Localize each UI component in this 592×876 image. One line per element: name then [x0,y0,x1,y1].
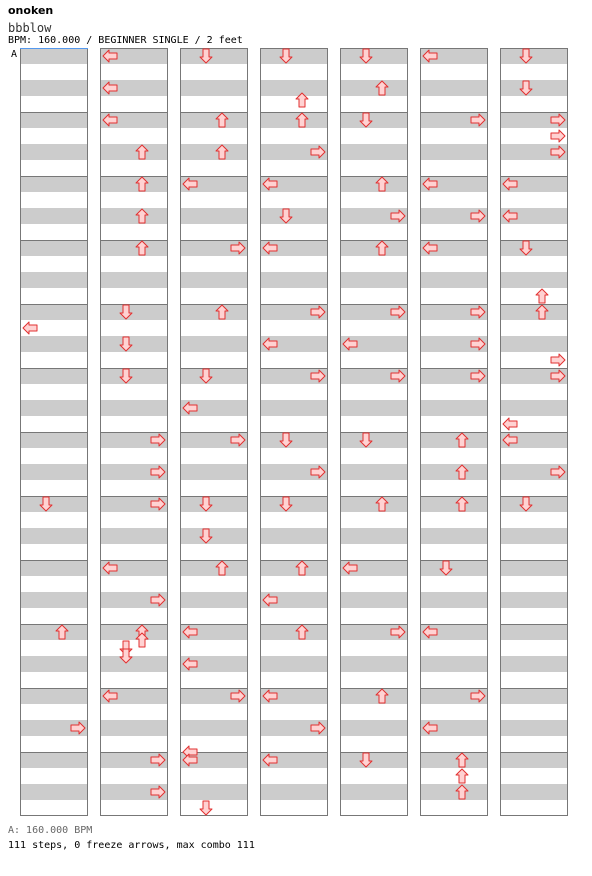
beat-stripe [20,656,88,672]
beat-stripe [340,240,408,256]
beat-stripe [20,176,88,192]
beat-stripe [420,272,488,288]
beat-stripe [500,80,568,96]
beat-stripe [340,176,408,192]
beat-stripe [20,48,88,64]
beat-stripe [260,80,328,96]
beat-stripe [500,336,568,352]
beat-stripe [260,400,328,416]
beat-stripe [500,304,568,320]
beat-stripe [180,560,248,576]
beat-stripe [340,688,408,704]
beat-stripe [340,656,408,672]
beat-stripe [260,208,328,224]
beat-stripe [100,656,168,672]
beat-stripe [180,304,248,320]
beat-stripe [180,368,248,384]
beat-stripe [420,144,488,160]
beat-stripe [20,752,88,768]
beat-stripe [180,48,248,64]
beat-stripe [100,400,168,416]
beat-stripe [100,240,168,256]
beat-stripe [260,560,328,576]
beat-stripe [20,432,88,448]
beat-stripe [500,272,568,288]
beat-stripe [340,400,408,416]
beat-stripe [20,208,88,224]
beat-stripe [420,496,488,512]
beat-stripe [180,464,248,480]
beat-stripe [340,592,408,608]
beat-stripe [180,112,248,128]
beat-stripe [20,496,88,512]
beat-stripe [260,496,328,512]
beat-stripe [340,496,408,512]
beat-stripe [340,112,408,128]
beat-stripe [20,80,88,96]
beat-stripe [420,592,488,608]
beat-stripe [20,400,88,416]
beat-stripe [260,656,328,672]
beat-stripe [340,784,408,800]
beat-stripe [20,592,88,608]
beat-stripe [20,560,88,576]
beat-stripe [180,592,248,608]
beat-stripe [500,592,568,608]
beat-stripe [340,80,408,96]
chart-info: BPM: 160.000 / BEGINNER SINGLE / 2 feet [8,35,243,46]
beat-stripe [100,720,168,736]
beat-stripe [20,688,88,704]
beat-stripe [20,368,88,384]
beat-stripe [260,624,328,640]
beat-stripe [180,784,248,800]
beat-stripe [20,112,88,128]
beat-stripe [500,400,568,416]
beat-stripe [180,272,248,288]
beat-stripe [500,656,568,672]
beat-stripe [420,784,488,800]
beat-stripe [180,528,248,544]
beat-stripe [20,272,88,288]
beat-stripe [20,144,88,160]
beat-stripe [260,432,328,448]
beat-stripe [500,240,568,256]
beat-stripe [180,208,248,224]
beat-stripe [100,144,168,160]
beat-stripe [500,560,568,576]
beat-stripe [340,48,408,64]
beat-stripe [340,144,408,160]
beat-stripe [180,80,248,96]
beat-stripe [420,432,488,448]
beat-stripe [500,784,568,800]
beat-stripe [180,336,248,352]
beat-stripe [260,272,328,288]
step-stats: 111 steps, 0 freeze arrows, max combo 111 [8,840,255,851]
beat-stripe [20,624,88,640]
beat-stripe [20,304,88,320]
beat-stripe [340,720,408,736]
beat-stripe [260,48,328,64]
beat-stripe [260,112,328,128]
beat-stripe [180,720,248,736]
beat-stripe [260,784,328,800]
beat-stripe [500,624,568,640]
beat-stripe [420,464,488,480]
beat-stripe [100,272,168,288]
beat-stripe [420,528,488,544]
beat-stripe [500,752,568,768]
beat-stripe [420,80,488,96]
beat-stripe [100,624,168,640]
beat-stripe [500,48,568,64]
beat-stripe [340,464,408,480]
beat-stripe [420,400,488,416]
beat-stripe [500,496,568,512]
beat-stripe [340,432,408,448]
beat-stripe [100,304,168,320]
beat-stripe [20,464,88,480]
beat-stripe [420,752,488,768]
beat-stripe [20,336,88,352]
beat-stripe [20,784,88,800]
beat-stripe [420,560,488,576]
beat-stripe [500,528,568,544]
beat-stripe [260,528,328,544]
beat-stripe [100,336,168,352]
song-title: bbblow [8,21,52,35]
beat-stripe [340,752,408,768]
bpm-change-label: A [11,49,18,60]
bpm-summary: A: 160.000 BPM [8,825,93,836]
beat-stripe [100,368,168,384]
beat-stripe [500,688,568,704]
beat-stripe [100,208,168,224]
beat-stripe [100,176,168,192]
beat-stripe [20,240,88,256]
beat-stripe [20,528,88,544]
beat-stripe [340,528,408,544]
beat-stripe [180,144,248,160]
beat-stripe [500,720,568,736]
beat-stripe [100,528,168,544]
song-artist: onoken [8,4,54,17]
beat-stripe [420,656,488,672]
beat-stripe [340,272,408,288]
beat-stripe [180,496,248,512]
